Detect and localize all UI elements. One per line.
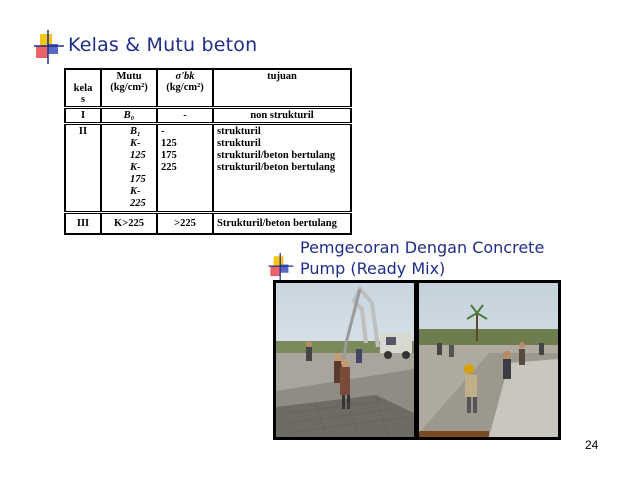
cell-mutu: K>225 bbox=[101, 213, 157, 235]
slide-bullet-logo-icon bbox=[34, 30, 64, 64]
cell-mutu bbox=[101, 124, 157, 213]
mutu-item: B₁ bbox=[130, 126, 141, 137]
sigma-item: 125 bbox=[161, 138, 177, 149]
concrete-class-table bbox=[64, 68, 352, 235]
header-sigma-line1: σ'bk bbox=[175, 71, 195, 82]
cell-kelas: III bbox=[65, 213, 101, 235]
table-row bbox=[65, 213, 351, 235]
slide-title: Kelas & Mutu beton bbox=[68, 34, 258, 56]
cell-mutu: B₀ bbox=[101, 108, 157, 124]
photo-frame bbox=[273, 280, 561, 440]
tujuan-item: strukturil/beton bertulang bbox=[217, 150, 336, 161]
tujuan-item: strukturil bbox=[217, 138, 261, 149]
cell-sigma: - bbox=[157, 108, 213, 124]
header-tujuan: tujuan bbox=[213, 69, 351, 108]
header-mutu bbox=[101, 69, 157, 108]
slide-bullet-logo-icon bbox=[268, 253, 294, 281]
cell-tujuan: non strukturil bbox=[213, 108, 351, 124]
tujuan-item: strukturil/beton bertulang bbox=[217, 162, 336, 173]
photo-caption bbox=[300, 237, 544, 279]
header-kelas bbox=[65, 69, 101, 108]
sigma-item: - bbox=[161, 126, 165, 137]
header-kelas-line2: s bbox=[80, 94, 86, 105]
header-sigma bbox=[157, 69, 213, 108]
header-sigma-line2: (kg/cm²) bbox=[166, 82, 204, 93]
cell-tujuan bbox=[213, 124, 351, 213]
page-number: 24 bbox=[585, 438, 599, 452]
photo-caption-line2: Pump (Ready Mix) bbox=[300, 259, 446, 278]
cell-kelas: I bbox=[65, 108, 101, 124]
mutu-item: K-125 bbox=[130, 138, 146, 161]
table-row bbox=[65, 124, 351, 213]
concrete-pump-photo bbox=[276, 283, 414, 437]
table-row bbox=[65, 108, 351, 124]
sigma-item: 175 bbox=[161, 150, 177, 161]
cell-sigma: >225 bbox=[157, 213, 213, 235]
sigma-item: 225 bbox=[161, 162, 177, 173]
workers-leveling-concrete-photo bbox=[419, 283, 558, 437]
mutu-item: K-175 bbox=[130, 162, 146, 185]
tujuan-item: strukturil bbox=[217, 126, 261, 137]
cell-kelas: II bbox=[65, 124, 101, 213]
cell-tujuan: Strukturil/beton bertulang bbox=[213, 213, 351, 235]
cell-sigma bbox=[157, 124, 213, 213]
header-mutu-line2: (kg/cm²) bbox=[110, 82, 148, 93]
header-mutu-line1: Mutu bbox=[116, 71, 142, 82]
table-header-row bbox=[65, 69, 351, 108]
photo-caption-line1: Pemgecoran Dengan Concrete bbox=[300, 238, 545, 257]
mutu-item: K-225 bbox=[130, 186, 146, 209]
header-kelas-line1: kela bbox=[73, 83, 93, 94]
